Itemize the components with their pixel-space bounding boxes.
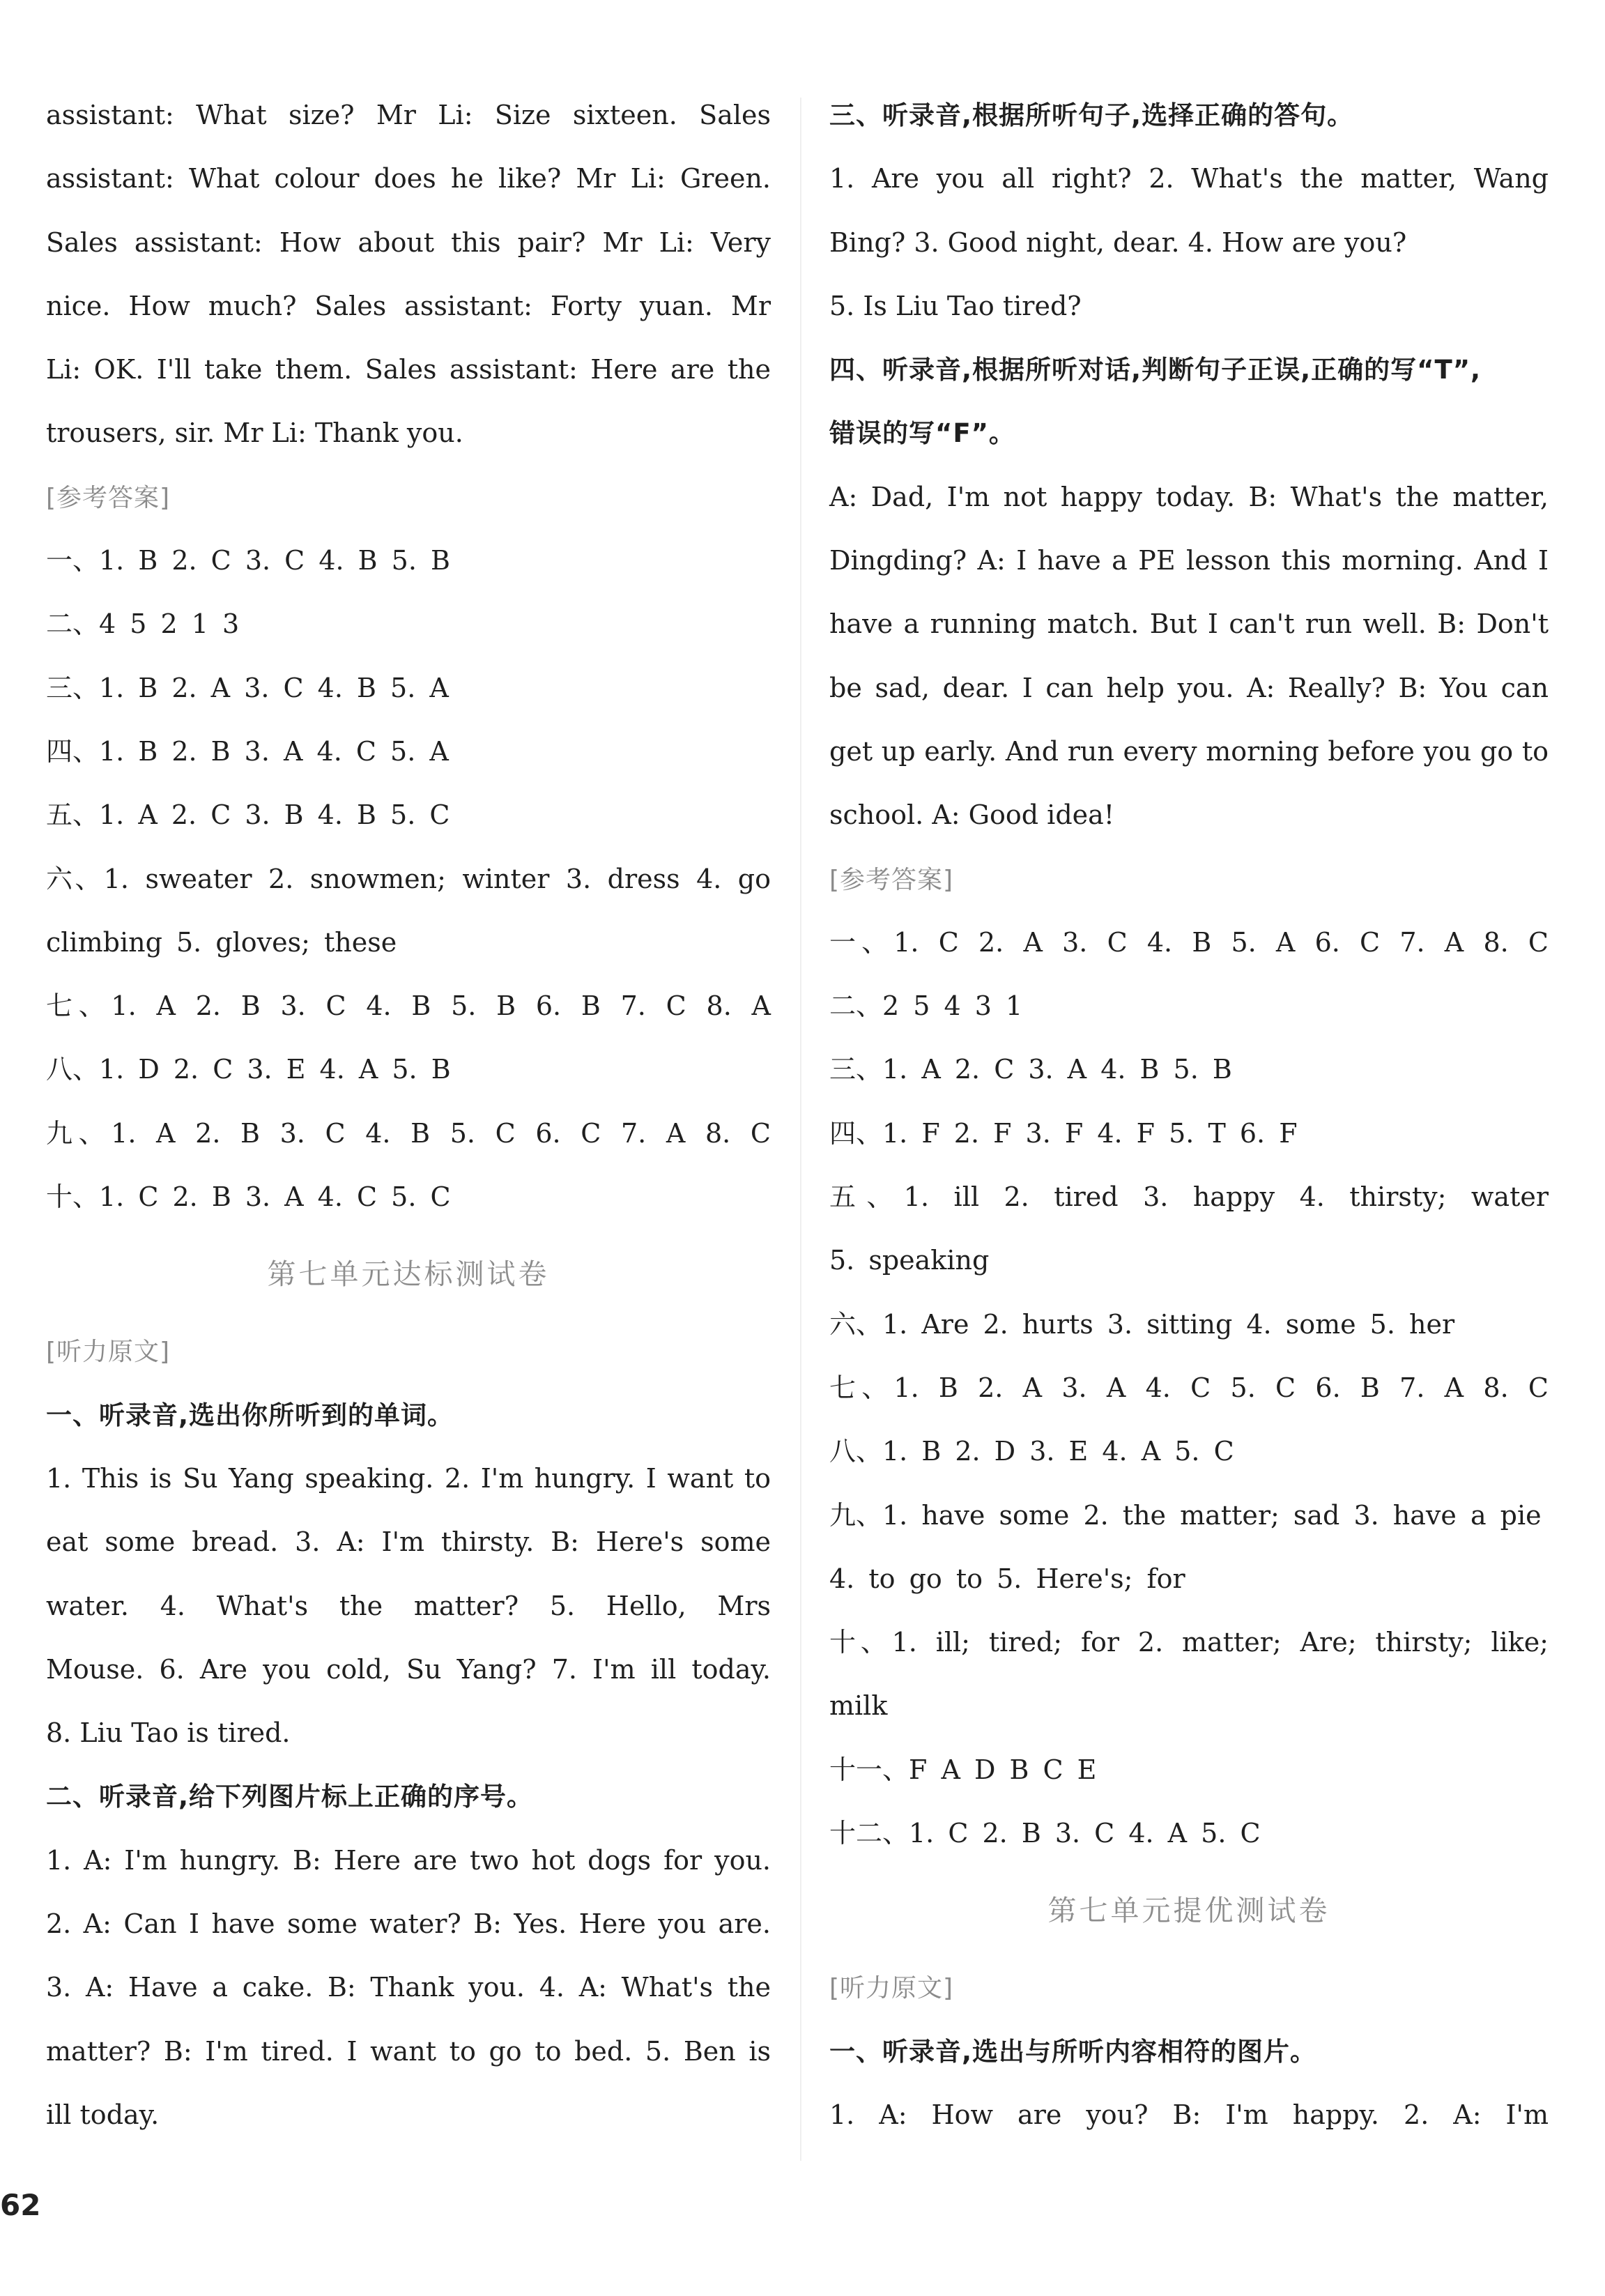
answer-line: 十一、F A D B C E	[829, 1754, 1097, 1785]
answer-line: 十、1. ill; tired; for 2. matter; Are; thirsty; like;	[829, 1627, 1549, 1658]
question-heading: 四、听录音,根据所听对话,判断句子正误,正确的写“T”,	[829, 355, 1482, 385]
answer-line: 八、1. D 2. C 3. E 4. A 5. B	[46, 1054, 451, 1085]
question-heading: 三、听录音,根据所听句子,选择正确的答句。	[829, 100, 1354, 130]
script-line: 5. Is Liu Tao tired?	[829, 290, 1082, 321]
answer-line: 七、1. A 2. B 3. C 4. B 5. B 6. B 7. C 8. A	[46, 990, 771, 1022]
dialogue-line: assistant: What colour does he like? Mr Li: Green.	[46, 163, 771, 194]
question-heading: 二、听录音,给下列图片标上正确的序号。	[46, 1782, 534, 1812]
script-line: water. 4. What's the matter? 5. Hello, Mrs	[46, 1590, 771, 1621]
page-number: 62	[0, 2188, 41, 2222]
dialogue-line: Li: OK. I'll take them. Sales assistant: Here are the	[46, 354, 771, 385]
script-line: ill today.	[46, 2099, 160, 2130]
script-line: have a running match. But I can't run well. B: Don't	[829, 609, 1549, 640]
answer-line: 六、1. sweater 2. snowmen; winter 3. dress 4. go	[46, 863, 771, 894]
answer-line: 十二、1. C 2. B 3. C 4. A 5. C	[829, 1818, 1261, 1849]
answer-key-tag: [参考答案]	[829, 865, 954, 894]
script-line: be sad, dear. I can help you. A: Really? B: You can	[829, 672, 1549, 703]
answer-line: 二、4 5 2 1 3	[46, 609, 240, 640]
answer-line: 三、1. A 2. C 3. A 4. B 5. B	[829, 1054, 1232, 1085]
answer-line: 五、1. A 2. C 3. B 4. B 5. C	[46, 799, 450, 831]
answer-line: 四、1. B 2. B 3. A 4. C 5. A	[46, 735, 449, 767]
dialogue-line: trousers, sir. Mr Li: Thank you.	[46, 418, 463, 449]
script-line: eat some bread. 3. A: I'm thirsty. B: Here's some	[46, 1526, 771, 1558]
section-title: 第七单元达标测试卷	[267, 1257, 550, 1292]
script-line: 8. Liu Tao is tired.	[46, 1717, 291, 1749]
question-heading: 错误的写“F”。	[829, 418, 1015, 449]
listening-script-tag: [听力原文]	[829, 1974, 954, 2003]
answer-line: 七、1. B 2. A 3. A 4. C 5. C 6. B 7. A 8. C	[829, 1372, 1549, 1403]
answer-line: 十、1. C 2. B 3. A 4. C 5. C	[46, 1181, 451, 1213]
answer-line: 4. to go to 5. Here's; for	[829, 1563, 1185, 1594]
dialogue-line: Sales assistant: How about this pair? Mr Li: Very	[46, 227, 771, 258]
script-line: 1. A: How are you? B: I'm happy. 2. A: I'm	[829, 2099, 1549, 2130]
answer-line: milk	[829, 1690, 888, 1722]
section-title: 第七单元提优测试卷	[1047, 1894, 1330, 1928]
script-line: A: Dad, I'm not happy today. B: What's the matter,	[829, 481, 1549, 512]
answer-line: 四、1. F 2. F 3. F 4. F 5. T 6. F	[829, 1117, 1298, 1149]
answer-line: 5. speaking	[829, 1245, 990, 1276]
answer-line: 五、1. ill 2. tired 3. happy 4. thirsty; water	[829, 1181, 1549, 1213]
right-column	[829, 84, 1549, 2147]
listening-script-tag: [听力原文]	[46, 1338, 171, 1367]
answer-line: 一、1. B 2. C 3. C 4. B 5. B	[46, 545, 450, 576]
script-line: 2. A: Can I have some water? B: Yes. Here you are.	[46, 1908, 771, 1940]
answer-line: 六、1. Are 2. hurts 3. sitting 4. some 5. her	[829, 1308, 1455, 1340]
script-line: 1. This is Su Yang speaking. 2. I'm hungry. I want to	[46, 1462, 771, 1494]
script-line: matter? B: I'm tired. I want to go to bed. 5. Ben is	[46, 2035, 771, 2067]
answer-line: 一、1. C 2. A 3. C 4. B 5. A 6. C 7. A 8. C	[829, 926, 1549, 958]
column-divider	[800, 98, 801, 2161]
script-line: Mouse. 6. Are you cold, Su Yang? 7. I'm ill today.	[46, 1653, 771, 1685]
script-line: Bing? 3. Good night, dear. 4. How are you?	[829, 227, 1407, 258]
answer-line: climbing 5. gloves; these	[46, 926, 397, 958]
answer-line: 八、1. B 2. D 3. E 4. A 5. C	[829, 1436, 1234, 1467]
script-line: get up early. And run every morning before you go to	[829, 735, 1549, 767]
script-line: 1. A: I'm hungry. B: Here are two hot dogs for you.	[46, 1844, 771, 1876]
question-heading: 一、听录音,选出与所听内容相符的图片。	[829, 2036, 1317, 2067]
script-line: 3. A: Have a cake. B: Thank you. 4. A: What's the	[46, 1972, 771, 2003]
question-heading: 一、听录音,选出你所听到的单词。	[46, 1400, 454, 1430]
dialogue-line: nice. How much? Sales assistant: Forty yuan. Mr	[46, 290, 771, 321]
left-column	[46, 84, 771, 2147]
script-line: 1. Are you all right? 2. What's the matter, Wang	[829, 163, 1549, 194]
answer-key-tag: [参考答案]	[46, 483, 171, 512]
script-line: Dingding? A: I have a PE lesson this morning. And I	[829, 545, 1549, 576]
answer-line: 九、1. A 2. B 3. C 4. B 5. C 6. C 7. A 8. C	[46, 1117, 771, 1149]
answer-line: 二、2 5 4 3 1	[829, 990, 1023, 1022]
dialogue-line: assistant: What size? Mr Li: Size sixteen. Sales	[46, 100, 771, 130]
answer-line: 九、1. have some 2. the matter; sad 3. have a pie	[829, 1499, 1542, 1531]
script-line: school. A: Good idea!	[829, 799, 1115, 831]
answer-line: 三、1. B 2. A 3. C 4. B 5. A	[46, 672, 449, 703]
